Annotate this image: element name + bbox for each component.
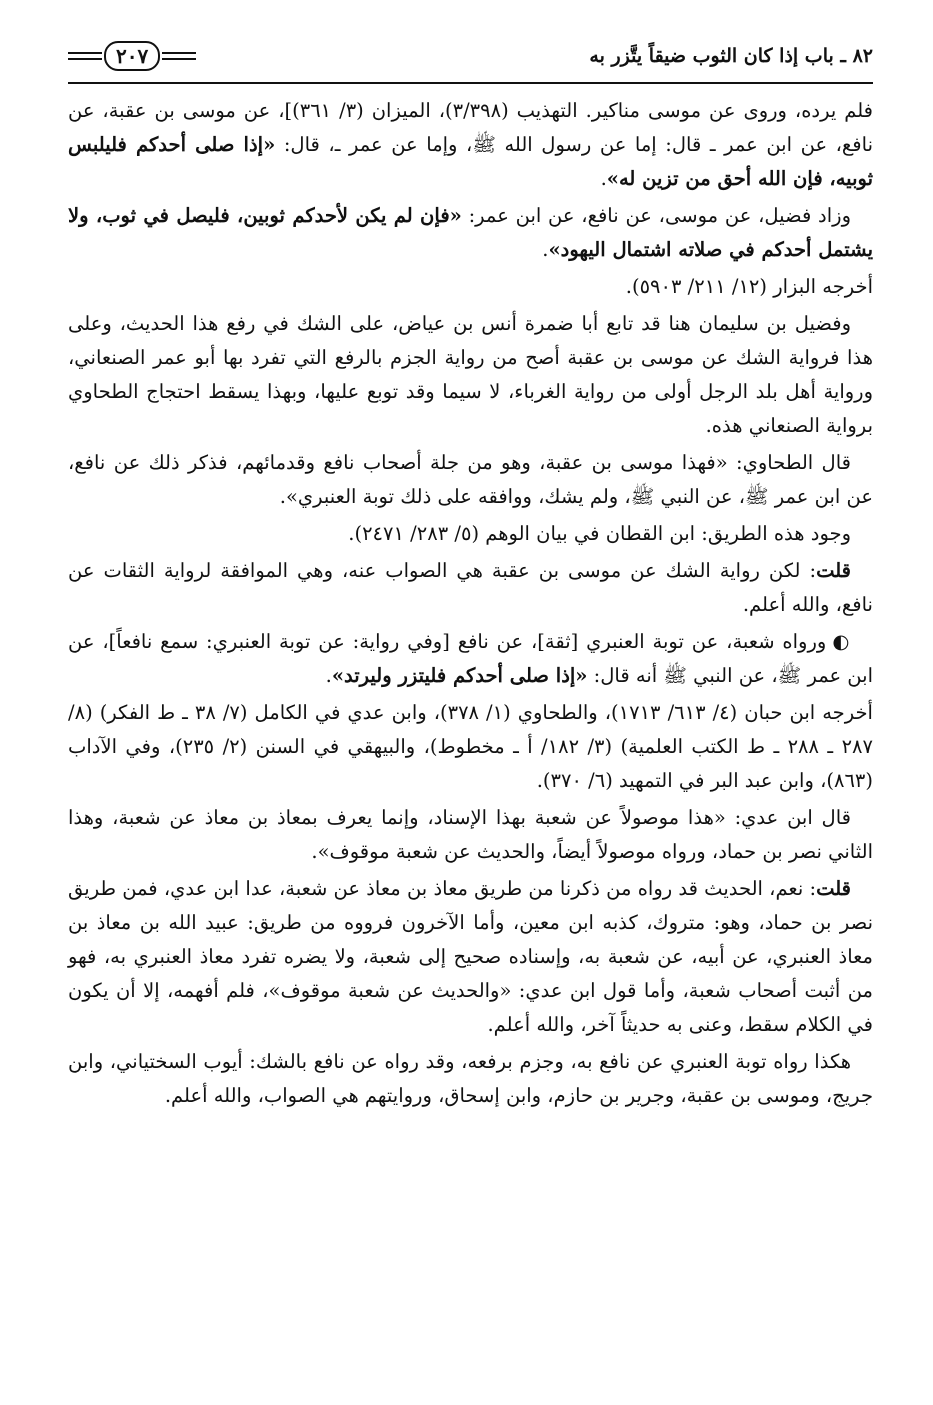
text-run: ورواه شعبة، عن توبة العنبري [ثقة]، عن نافع [وفي رواية: عن توبة العنبري: سمع نافعاً]، عن ابن عمر ﷺ، عن النبي ﷺ أنه قال:	[68, 630, 873, 687]
text-run: وزاد فضيل، عن موسى، عن نافع، عن ابن عمر:	[461, 204, 851, 227]
text-run: .	[325, 664, 332, 687]
paragraph	[68, 307, 873, 443]
paragraph	[68, 199, 873, 267]
chapter-title: ٨٢ ـ باب إذا كان الثوب ضيقاً يتَّزر به	[589, 45, 873, 67]
text-run: : لكن رواية الشك عن موسى بن عقبة هي الصواب عنه، وهي الموافقة لرواية الثقات عن نافع، والله أعلم.	[68, 559, 873, 616]
ornament-rule-left	[68, 52, 102, 60]
page-header	[68, 32, 873, 80]
bold-text: «إذا صلى أحدكم فليلبس ثوبيه، فإن الله أحق من تزين له»	[68, 133, 873, 190]
text-run: هكذا رواه توبة العنبري عن نافع به، وجزم برفعه، وقد رواه عن نافع بالشك: أيوب السختياني، وابن جريج، وموسى بن عقبة، وجرير بن حازم، وابن إسحاق، وروايتهم هي الصواب، والله أعلم.	[68, 1050, 873, 1107]
text-body	[68, 94, 873, 1113]
ornament-rule-right	[162, 52, 196, 60]
text-run: : نعم، الحديث قد رواه من ذكرنا من طريق معاذ بن معاذ عن شعبة، عدا ابن عدي، فمن طريق نصر بن حماد، وهو: متروك، كذبه ابن معين، وأما الآخرون فرووه من طريق: عبيد الله بن معاذ بن معاذ العنبري، عن أبيه، عن شعبة به، وإسناده صحيح إلى شعبة، ولا يضره تفرد معاذ العنبري به، فهو من أثبت أصحاب شعبة، وأما قول ابن عدي: «والحديث عن شعبة موقوف»، فلم أفهمه، إلا أن يكون في الكلام سقط، وعنى به حديثاً آخر، والله أعلم.	[68, 877, 873, 1036]
text-run: .	[542, 238, 549, 261]
paragraph-bullet-icon: ◐	[832, 630, 852, 653]
text-run: أخرجه البزار (١٢/ ٢١١/ ٥٩٠٣).	[625, 275, 873, 298]
text-run: وفضيل بن سليمان هنا قد تابع أبا ضمرة أنس بن عياض، على الشك في رفع هذا الحديث، وعلى هذا فرواية الشك عن موسى بن عقبة أصح من رواية الجزم بالرفع التي تفرد بها أبو عمر الصنعاني، ورواية أهل بلد الرجل أولى من رواية الغرباء، لا سيما وقد توبع عليها، وبهذا يسقط احتجاج الطحاوي برواية الصنعاني هذه.	[68, 312, 873, 437]
text-run: أخرجه ابن حبان (٤/ ٦١٣/ ١٧١٣)، والطحاوي (١/ ٣٧٨)، وابن عدي في الكامل (٧/ ٣٨ ـ ط الفكر) (٨/ ٢٨٧ ـ ٢٨٨ ـ ط الكتب العلمية) (٣/ ١٨٢/ أ ـ مخطوط)، والبيهقي في السنن (٢/ ٢٣٥)، وفي الآداب (٨٦٣)، وابن عبد البر في التمهيد (٦/ ٣٧٠).	[68, 701, 873, 792]
text-run: قال الطحاوي: «فهذا موسى بن عقبة، وهو من جلة أصحاب نافع وقدمائهم، فذكر ذلك عن نافع، عن ابن عمر ﷺ، عن النبي ﷺ، ولم يشك، ووافقه على ذلك توبة العنبري».	[68, 451, 873, 508]
paragraph	[68, 872, 873, 1042]
paragraph	[68, 696, 873, 798]
paragraph	[68, 270, 873, 304]
paragraph	[68, 446, 873, 514]
bold-text: قلت	[816, 559, 851, 582]
paragraph	[68, 517, 873, 551]
page-number-ornament	[68, 41, 196, 71]
text-run: فلم يرده، وروى عن موسى مناكير. التهذيب (٣/٣٩٨)، الميزان (٣/ ٣٦١)]، عن موسى بن عقبة، عن نافع، عن ابن عمر ـ قال: إما عن رسول الله ﷺ، وإما عن عمر ـ، قال:	[68, 99, 873, 156]
text-run: .	[600, 167, 607, 190]
paragraph	[68, 801, 873, 869]
paragraph	[68, 1045, 873, 1113]
text-run: وجود هذه الطريق: ابن القطان في بيان الوهم (٥/ ٢٨٣/ ٢٤٧١).	[348, 522, 851, 545]
bold-text: «إذا صلى أحدكم فليتزر وليرتد»	[331, 664, 588, 687]
paragraph	[68, 625, 873, 693]
paragraph	[68, 94, 873, 196]
text-run: قال ابن عدي: «هذا موصولاً عن شعبة بهذا الإسناد، وإنما يعرف بمعاذ بن معاذ عن شعبة، وهذا الثاني نصر بن حماد، ورواه موصولاً أيضاً، والحديث عن شعبة موقوف».	[68, 806, 873, 863]
bold-text: قلت	[816, 877, 851, 900]
page	[68, 32, 873, 1365]
paragraph	[68, 554, 873, 622]
header-divider	[68, 82, 873, 84]
bold-text: «فإن لم يكن لأحدكم ثوبين، فليصل في ثوب، ولا يشتمل أحدكم في صلاته اشتمال اليهود»	[68, 204, 873, 261]
page-number: ٢٠٧	[104, 41, 160, 71]
